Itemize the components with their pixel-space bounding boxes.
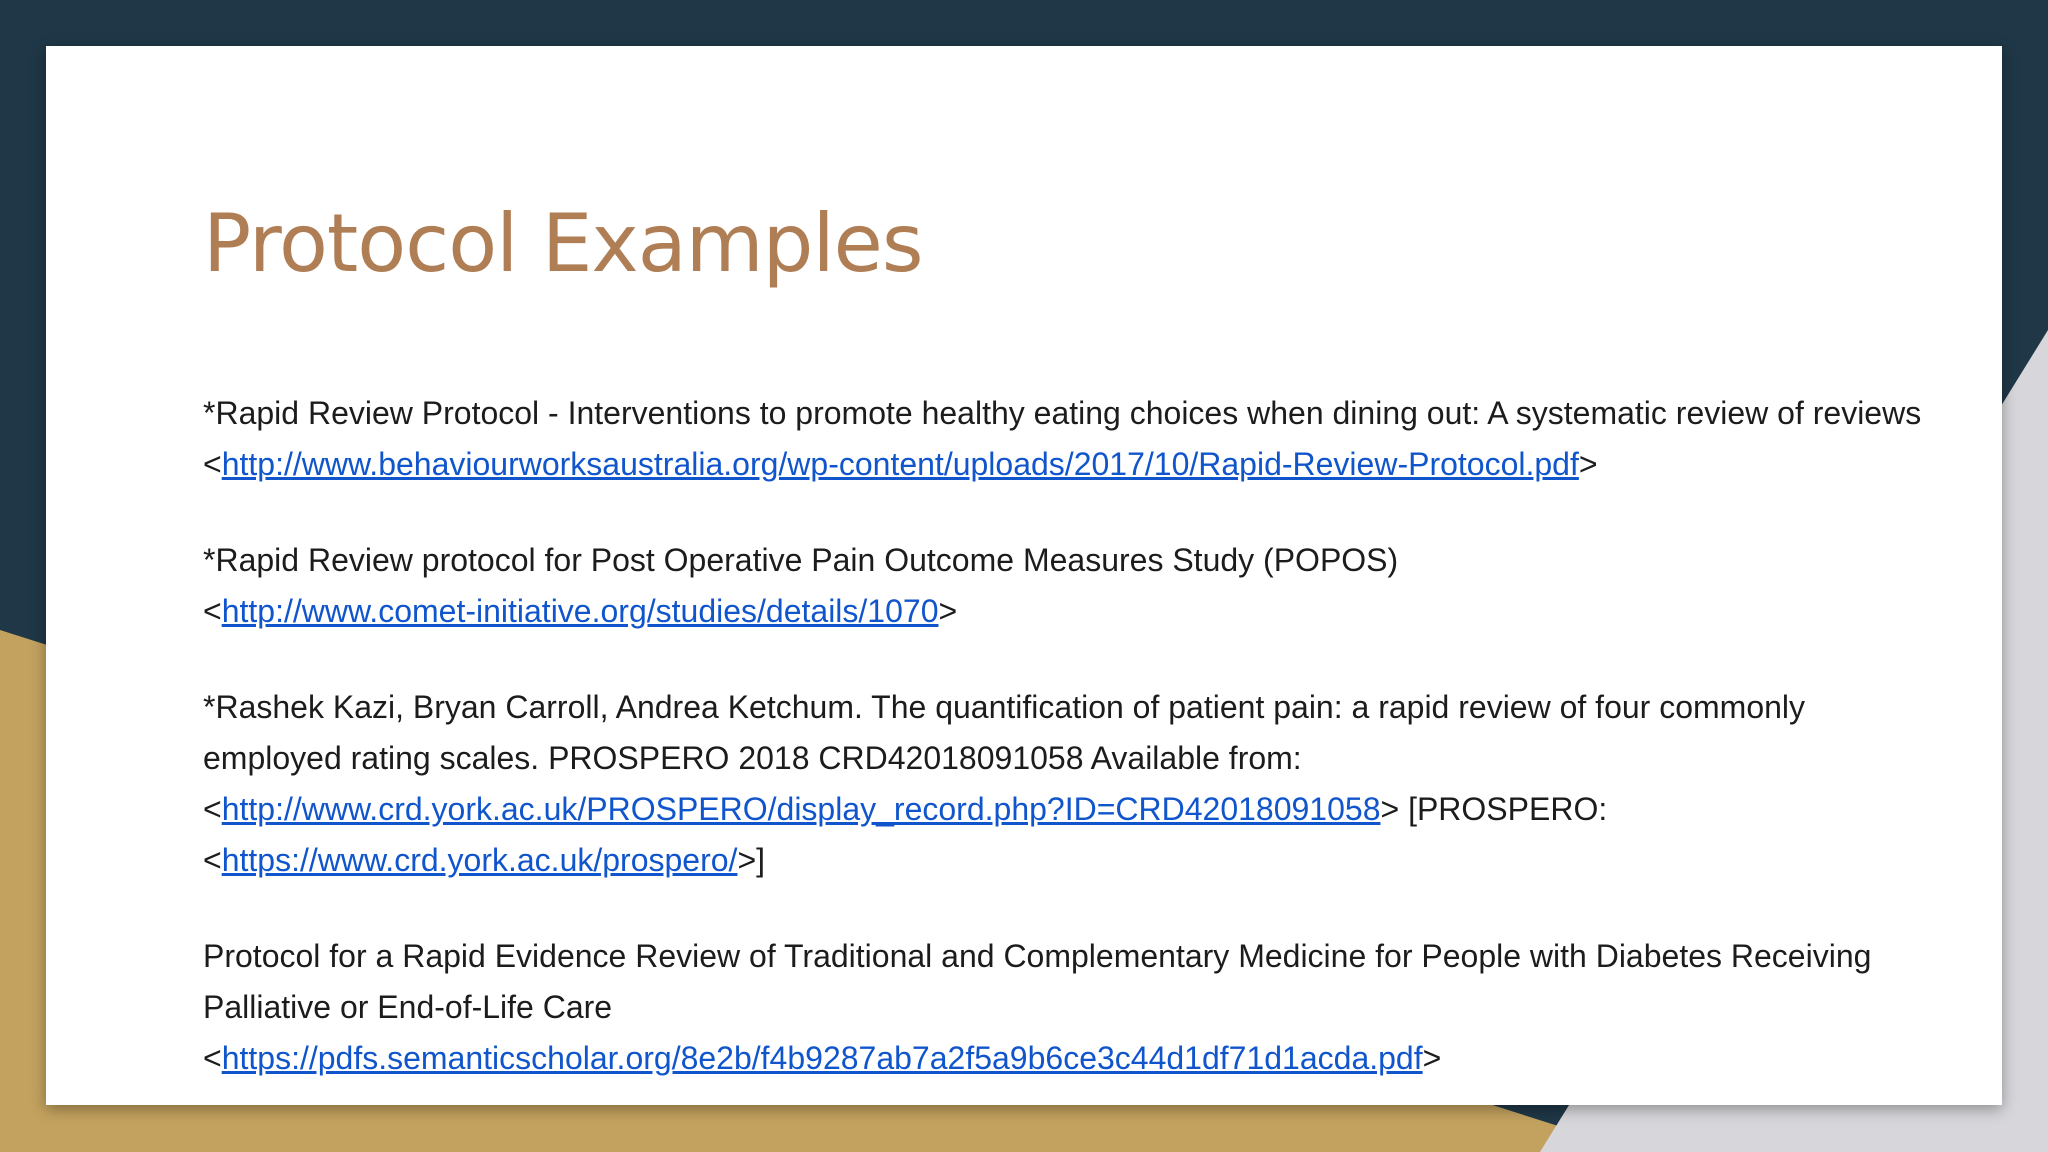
reference-link[interactable]: http://www.crd.york.ac.uk/PROSPERO/display_record.php?ID=CRD42018091058 <box>221 791 1381 827</box>
reference-text: *Rapid Review protocol for Post Operative Pain Outcome Measures Study (POPOS) <box>203 542 1399 578</box>
link-bracket-close: >] <box>737 842 766 878</box>
prospero-link[interactable]: https://www.crd.york.ac.uk/prospero/ <box>221 842 738 878</box>
link-bracket-close: > <box>1422 1040 1442 1076</box>
slide-title: Protocol Examples <box>203 197 923 290</box>
link-bracket-open: < <box>203 446 222 482</box>
reference-item <box>203 535 1923 637</box>
reference-item <box>203 931 1923 1084</box>
link-bracket-close: > [PROSPERO: <box>1380 791 1608 827</box>
link-bracket-open: < <box>203 842 222 878</box>
reference-link[interactable]: http://www.behaviourworksaustralia.org/wp-content/uploads/2017/10/Rapid-Review-Protocol.pdf <box>221 446 1579 482</box>
reference-text: Protocol for a Rapid Evidence Review of Traditional and Complementary Medicine for People with Diabetes Receiving Palliative or End-of-Life Care <box>203 938 1872 1025</box>
reference-link[interactable]: http://www.comet-initiative.org/studies/details/1070 <box>221 593 939 629</box>
link-bracket-open: < <box>203 593 222 629</box>
reference-item <box>203 682 1923 886</box>
link-bracket-close: > <box>1578 446 1598 482</box>
reference-item <box>203 388 1923 490</box>
reference-text: *Rashek Kazi, Bryan Carroll, Andrea Ketchum. The quantification of patient pain: a rapid review of four commonly employed rating scales. PROSPERO 2018 CRD42018091058 Available from: <box>203 689 1806 776</box>
slide <box>46 46 2002 1105</box>
reference-text: *Rapid Review Protocol - Interventions to promote healthy eating choices when dining out: A systematic review of reviews <box>203 395 1922 431</box>
link-bracket-open: < <box>203 1040 222 1076</box>
reference-list <box>203 388 1923 1105</box>
link-bracket-close: > <box>938 593 958 629</box>
link-bracket-open: < <box>203 791 222 827</box>
reference-link[interactable]: https://pdfs.semanticscholar.org/8e2b/f4b9287ab7a2f5a9b6ce3c44d1df71d1acda.pdf <box>221 1040 1423 1076</box>
